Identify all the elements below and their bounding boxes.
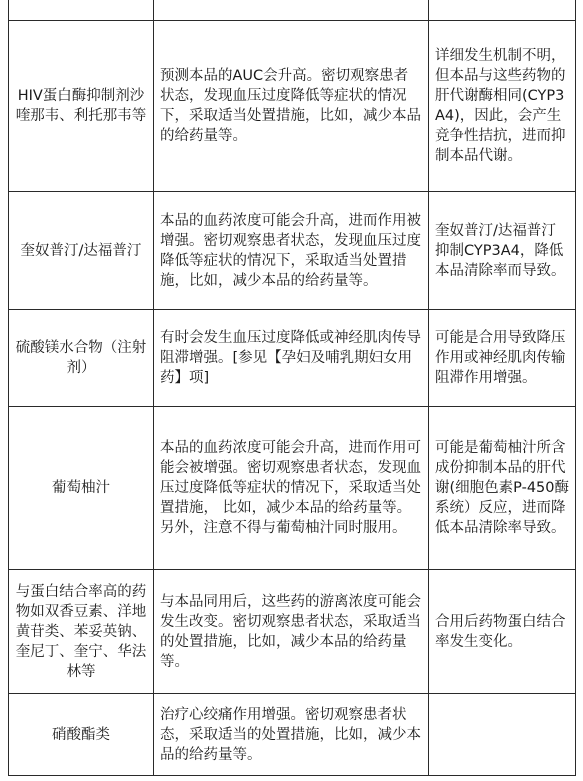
table-row [9, 21, 576, 192]
table-row [9, 0, 576, 21]
interacting-drug-cell: 奎奴普汀/达福普汀 [9, 192, 154, 310]
table-row [9, 570, 576, 694]
mechanism-cell: 可能是合用导致降压作用或神经肌肉传输阻滞作用增强。 [429, 310, 576, 407]
interacting-drug-cell: HIV蛋白酶抑制剂沙喹那韦、利托那韦等 [9, 21, 154, 192]
clinical-effect-cell [154, 0, 429, 21]
interacting-drug-cell: 硝酸酯类 [9, 694, 154, 776]
drug-interaction-table [8, 0, 576, 776]
mechanism-cell: 详细发生机制不明，但本品与这些药物的肝代谢酶相同(CYP3A4)，因此，会产生竞争性拮抗，进而抑制本品代谢。 [429, 21, 576, 192]
interacting-drug-cell: 与蛋白结合率高的药物如双香豆素、洋地黄苷类、苯妥英钠、奎尼丁、奎宁、华法林等 [9, 570, 154, 694]
clinical-effect-cell: 有时会发生血压过度降低或神经肌肉传导阻滞增强。[参见【孕妇及哺乳期妇女用药】项] [154, 310, 429, 407]
clinical-effect-cell: 本品的血药浓度可能会升高，进而作用可能会被增强。密切观察患者状态，发现血压过度降低等症状的情况下，采取适当处置措施， 比如，减少本品的给药量等。另外，注意不得与葡萄柚汁同时服用。 [154, 407, 429, 570]
mechanism-cell [429, 0, 576, 21]
interacting-drug-cell [9, 0, 154, 21]
mechanism-cell [429, 694, 576, 776]
table-row [9, 407, 576, 570]
clinical-effect-cell: 预测本品的AUC会升高。密切观察患者状态，发现血压过度降低等症状的情况下，采取适当处置措施，比如，减少本品的给药量等。 [154, 21, 429, 192]
clinical-effect-cell: 治疗心绞痛作用增强。密切观察患者状态，采取适当的处置措施，比如，减少本品的给药量等。 [154, 694, 429, 776]
clinical-effect-cell: 与本品同用后，这些药的游离浓度可能会发生改变。密切观察患者状态，采取适当的处置措施，比如，减少本品的给药量等。 [154, 570, 429, 694]
table-row [9, 192, 576, 310]
mechanism-cell: 可能是葡萄柚汁所含成份抑制本品的肝代谢(细胞色素P-450酶系统）反应，进而降低本品清除率导致。 [429, 407, 576, 570]
mechanism-cell: 合用后药物蛋白结合率发生变化。 [429, 570, 576, 694]
table-row [9, 310, 576, 407]
mechanism-cell: 奎奴普汀/达福普汀抑制CYP3A4，降低本品清除率而导致。 [429, 192, 576, 310]
interacting-drug-cell: 葡萄柚汁 [9, 407, 154, 570]
interacting-drug-cell: 硫酸镁水合物（注射剂） [9, 310, 154, 407]
clinical-effect-cell: 本品的血药浓度可能会升高，进而作用被增强。密切观察患者状态，发现血压过度降低等症状的情况下，采取适当处置措施，比如，减少本品的给药量等。 [154, 192, 429, 310]
table-row [9, 694, 576, 776]
